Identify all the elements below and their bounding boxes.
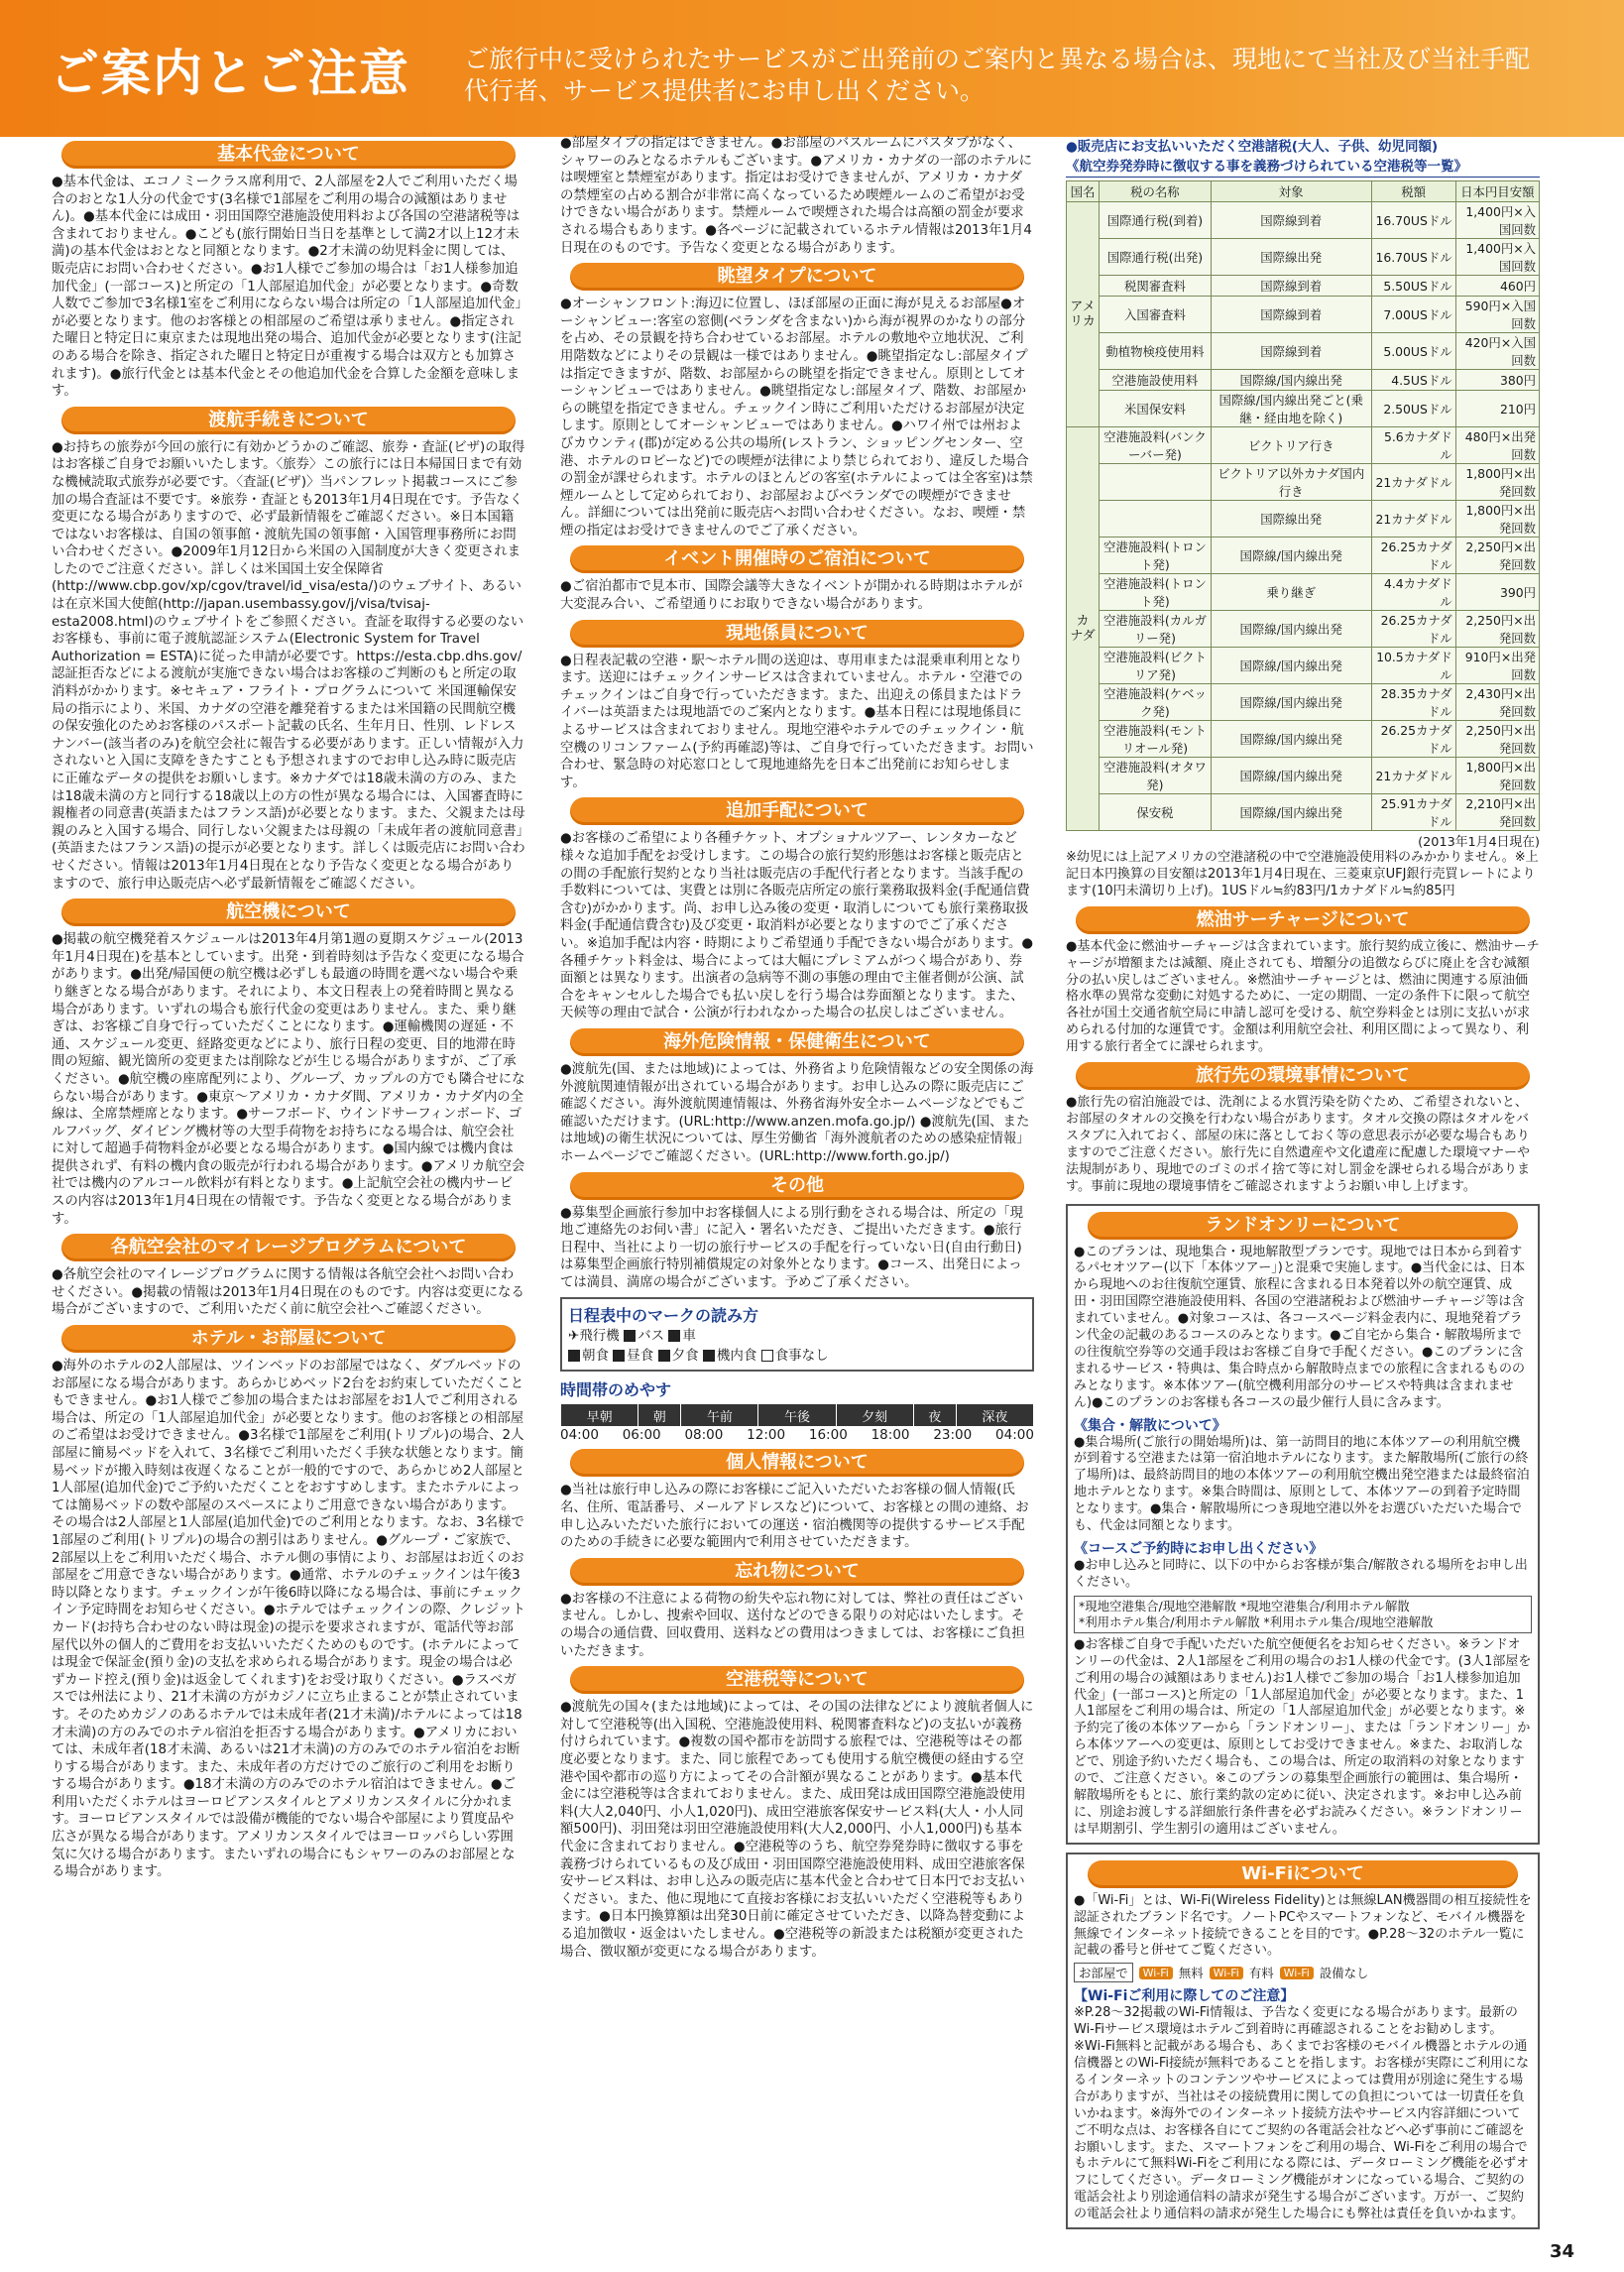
car-icon: [668, 1330, 680, 1342]
table-cell: 国際通行税(出発): [1100, 239, 1212, 276]
column-header: 日本円目安額: [1455, 181, 1539, 202]
tax-table-subtitle: 《航空券発券時に徴収する事を義務づけられている空港税等一覧》: [1066, 155, 1540, 178]
breakfast-icon: [568, 1350, 580, 1362]
section-heading-mileage: 各航空会社のマイレージプログラムについて: [61, 1234, 516, 1261]
meeting-option-line: *現地空港集合/現地空港解散 *現地空港集合/利用ホテル解散: [1079, 1598, 1410, 1614]
section-body-base-price: ●基本代金は、エコノミークラス席利用で、2人部屋を2人でご利用いただく場合のおとな1人分の代金です(3名様で1部屋をご利用の場合の減額はありません)。●基本代金には成田・羽田国際空港施設使用料および各国の空港諸税等は含まれておりません。●こども(旅行開始日当日を基準として満2才以上12才未満)の基本代金はおとなと同額となります。●2才未満の幼児料金に関しては、販売店にお問い合わせください。●お1人様でご参加の場合は「お1人様参加追加代金」(一部コース)と所定の「1人部屋追加代金」が必要となります。●奇数人数でご参加で3名様1室をご利用にならない場合は所定の「1人部屋追加代金」が必要となります。他のお客様との相部屋のご希望は承りません。●指定された曜日と特定日に東京または現地出発の場合、追加代金が必要となります(注記のある場合を除き、指定された曜日と特定日が重複する場合は双方とも加算されます)。●旅行代金とは基本代金とその他追加代金を合算した金額を意味します。: [52, 175, 522, 400]
table-row: [1067, 648, 1540, 684]
table-cell: 保安税: [1100, 794, 1212, 831]
section-body-room-type: ●部屋タイプの指定はできません。●お部屋のバスルームにバスタブがなく、シャワーのみとなるホテルもございます。●アメリカ・カナダの一部のホテルには喫煙室と禁煙室があります。指定はお受けできませんが、アメリカ・カナダの禁煙室の占める割合が非常に高くなっているため喫煙ルームのご希望がお受けできない場合があります。禁煙ルームで喫煙された場合は高額の罰金が要求される場合もあります。●各ページに記載されているホテル情報は2013年1月4日現在のものです。予告なく変更となる場合があります。: [560, 136, 1033, 256]
table-cell: 国際線到着: [1211, 202, 1371, 239]
section-heading-base-price: 基本代金について: [61, 141, 516, 169]
section-body-personal-info: ●当社は旅行申し込みの際にお客様にご記入いただいたお客様の個人情報(氏名、住所、電話番号、メールアドレスなど)について、お客様との間の連絡、お申し込みいただいた旅行においての運送・宿泊機関等の提供するサービス手配のための手続きに必要な範囲内で利用させていただきます。: [560, 1483, 1029, 1551]
wifi-paid-icon: Wi-Fi: [1210, 1967, 1243, 1979]
table-cell: 21カナダドル: [1371, 758, 1455, 794]
table-cell: 590円×入国回数: [1455, 297, 1539, 333]
table-cell: [1100, 501, 1212, 538]
section-body-environment: ●旅行先の宿泊施設では、洗剤による水質汚染を防ぐため、ご希望されないと、お部屋のタオルの交換を行わない場合があります。タオル交換の際はタオルをバスタブに入れておく、部屋の床に落としておく等の意思表示が必要な場合もありますのでご注意ください。旅行先に自然遺産や文化遺産に配慮した環境マナーや法規制があり、現地でのゴミのポイ捨て等に対し罰金を課せられる場合があります。事前に現地の環境事情をご確認されますようお願い申し上げます。: [1066, 1095, 1531, 1194]
table-row: [1067, 611, 1540, 648]
table-cell: 国際線/国内線出発: [1211, 370, 1371, 391]
table-row: [1067, 427, 1540, 464]
column-header: 対象: [1211, 181, 1371, 202]
table-cell: 国際線/国内線出発: [1211, 648, 1371, 684]
table-cell: 国際線/国内線出発: [1211, 684, 1371, 721]
table-row: [1067, 370, 1540, 391]
wifi-free-icon: Wi-Fi: [1139, 1967, 1173, 1979]
table-cell: 乗り継ぎ: [1211, 574, 1371, 611]
column-2: [560, 135, 1034, 1961]
tax-table-date: (2013年1月4日現在): [1418, 835, 1540, 850]
time-axis: [560, 1427, 1034, 1443]
table-cell: 国際線出発: [1211, 239, 1371, 276]
table-cell: 動植物検疫使用料: [1100, 333, 1212, 370]
section-heading-view-type: 眺望タイプについて: [570, 263, 1024, 291]
country-cell: アメリカ: [1067, 202, 1100, 427]
table-cell: 2,250円×出発回数: [1455, 611, 1539, 648]
section-body-view-type: ●オーシャンフロント:海辺に位置し、ほぼ部屋の正面に海が見えるお部屋●オーシャンビュー:客室の窓側(ベランダを含まない)から海が視界のかなりの部分を占め、その景観を持ち合わせているお部屋。ホテルの敷地や立地状況、ご利用階数などによりその景観は一様ではありません。●眺望指定なし:部屋タイプは指定できますが、階数、お部屋からの眺望を指定できません。原則としてオーシャンビューではありません。●眺望指定なし:部屋タイプ、階数、お部屋からの眺望を指定できません。チェックイン時にご利用いただけるお部屋が決定します。原則としてオーシャンビューではありません。●ハワイ州では州およびカウンティ(郡)が定める公共の場所(レストラン、ショッピングセンター、空港、ホテルのロビーなど)での喫煙が法律により禁じられており、違反した場合の罰金が課せられます。ホテルのほとんどの客室(ホテルによっては全客室)は禁煙ルームとして定められており、お部屋およびベランダでの喫煙ができません。詳細については出発前に販売店へお問い合わせください。なお、喫煙・禁煙の指定はお受けできませんのでご了承ください。: [560, 297, 1033, 538]
no-meal-icon: [761, 1350, 773, 1362]
table-cell: 空港施設料(トロント発): [1100, 574, 1212, 611]
table-row: [1067, 501, 1540, 538]
airplane-icon: ✈: [568, 1328, 580, 1345]
itinerary-marks-legend: [560, 1297, 1034, 1372]
table-cell: [1100, 464, 1212, 501]
section-body-hotel-rooms: ●海外のホテルの2人部屋は、ツインベッドのお部屋ではなく、ダブルベッドのお部屋になる場合があります。あらかじめベッド2台をお約束していただくこともできません。●お1人様でご参加の場合またはお部屋をお1人でご利用される場合は、所定の「1人部屋追加代金」が必要となります。他のお客様との相部屋のご希望はお受けできません。●3名様で1部屋をご利用(トリプル)の場合、2人部屋に簡易ベッドを入れて、3名様でご利用いただく手狭な状態となります。簡易ベッドが搬入時刻は夜遅くなることが一般的ですので、あらかじめ2人部屋と1人部屋(追加代金)でご予約いただくことをおすすめします。またホテルによっては簡易ベッドの数や部屋のスペースによりご用意できない場合があります。その場合は2人部屋と1人部屋(追加代金)でのご利用となります。なお、3名様で1部屋のご利用(トリプル)の場合の割引はありません。●グループ・ご家族で、2部屋以上をご利用いただく場合、ホテル側の事情により、お部屋はお近くのお部屋をご用意できない場合があります。●通常、ホテルのチェックインは午後3時以降となります。チェックインが午後6時以降になる場合は、事前にチェックイン予定時間をお知らせください。●ホテルではチェックインの際、クレジットカード(お持ち合わせのない時は現金)の提示を要求されますが、電話代等お部屋代以外の個人的ご費用をお支払いいただくためのものです。(ホテルによっては現金で保証金(預り金)の支払を求められる場合があります。現金の場合は必ずカード控え(預り金)は返金してくれます)をお受け取りください。●ラスベガスでは州法により、21才未満の方がカジノに立ち止まることが禁止されています。そのためカジノのあるホテルでは未成年者(21才未満)/ホテルによっては18才未満)の方のみでのホテル宿泊を拒否する場合があります。●アメリカにおいては、未成年者(18才未満、あるいは21才未満)の方のみでのホテル宿泊をお断りする場合があります。また、未成年者の方だけでのご旅行のご利用をお断りする場合があります。●18才未満の方のみでのホテル宿泊はできません。●ご利用いただくホテルはヨーロピアンスタイルとアメリカンスタイルに分かれます。ヨーロピアンスタイルでは設備が機能的でない場合や部屋により質度品や広さが異なる場合があります。アメリカンスタイルではヨーロッパらしい雰囲気に欠ける場合があります。またいずれの場合にもシャワーのみのお部屋となる場合があります。: [52, 1359, 525, 1880]
time-tick: 23:00: [933, 1427, 973, 1444]
subheading-wifi-notes: 【Wi-Fiご利用に際してのご注意】: [1074, 1988, 1295, 2005]
table-cell: 10.5カナダドル: [1371, 648, 1455, 684]
subsection-body-booking-notes: ●お申し込みと同時に、以下の中からお客様が集合/解散される場所をお申し出ください。: [1074, 1558, 1528, 1590]
section-body-wifi: ●「Wi-Fi」とは、Wi-Fi(Wireless Fidelity)とは無線LAN機器間の相互接続性を認証されたブランド名です。ノートPCやスマートフォンなど、モバイル機器を無線でインターネット接続できることを目的です。●P.28〜32のホテル一覧に記載の番号と併せてご覧ください。: [1074, 1892, 1532, 1959]
time-band: 午後: [758, 1404, 836, 1427]
table-row: [1067, 202, 1540, 239]
table-row: [1067, 538, 1540, 574]
time-tick: 08:00: [684, 1427, 724, 1444]
time-band: 夜: [913, 1404, 956, 1427]
table-cell: 26.25カナダドル: [1371, 611, 1455, 648]
wifi-none-icon: Wi-Fi: [1280, 1967, 1314, 1979]
wifi-box: [1066, 1853, 1540, 2229]
column-header: 税の名称: [1100, 181, 1212, 202]
marks-legend-transport: ✈飛行機 バス 車: [568, 1328, 696, 1345]
table-cell: 空港施設料(ビクトリア発): [1100, 648, 1212, 684]
time-tick: 18:00: [870, 1427, 910, 1444]
table-cell: 26.25カナダドル: [1371, 538, 1455, 574]
lunch-icon: [613, 1350, 625, 1362]
section-body-airport-taxes: ●渡航先の国々(または地域)によっては、その国の法律などにより渡航者個人に対して空港税等(出入国税、空港施設使用料、税関審査料など)の支払いが義務付けられています。●複数の国や都市を訪問する旅程では、空港税等はその都度必要となります。また、同じ旅程であっても使用する航空機便の経由する空港や国や都市の巡り方によってその合計額が異なることがあります。●基本代金には空港税等は含まれておりません。また、成田発は成田国際空港施設使用料(大人2,040円、小人1,020円)、成田空港旅客保安サービス料(大人・小人同額500円)、羽田発は羽田空港施設使用料(大人2,000円、小人1,000円)も基本代金に含まれておりません。●空港税等のうち、航空券発券時に徴収する事を義務づけられているもの及び成田・羽田国際空港施設使用料、成田空港旅客保安サービス料は、お申し込みの販売店に基本代金と合わせて日本円でお支払いください。また、他に現地にて直接お客様にお支払いいただく空港税等もあります。●日本円換算額は出発30日前に確定させていただき、以降為替変動による追加徴収・返金はいたしません。●空港税等の新設または税額が変更された場合、徴収額が変更になる場合があります。: [560, 1700, 1034, 1960]
wifi-legend-label: お部屋で: [1074, 1963, 1133, 1982]
time-band: 夕刻: [836, 1404, 913, 1427]
table-cell: 空港施設料(オタワ発): [1100, 758, 1212, 794]
table-cell: 2,250円×出発回数: [1455, 538, 1539, 574]
table-cell: 1,400円×入国回数: [1455, 202, 1539, 239]
table-cell: 国際線/国内線出発: [1211, 538, 1371, 574]
table-row: [1067, 333, 1540, 370]
table-cell: 4.5USドル: [1371, 370, 1455, 391]
table-cell: 2,210円×出発回数: [1455, 794, 1539, 831]
table-row: [1067, 276, 1540, 297]
section-heading-lost-items: 忘れ物について: [570, 1558, 1024, 1586]
meeting-options-box: [1074, 1596, 1532, 1633]
table-cell: 国際線到着: [1211, 276, 1371, 297]
subsection-body-booking-tail: ●お客様ご自身で手配いただいた航空便便名をお知らせください。※ランドオンリーの代金は、2人1部屋をご利用の場合のお1人様の代金です。(3人1部屋をご利用の場合の減額はありません)お1人様でご参加の場合「お1人様参加追加代金」(一部コース)と所定の「1人部屋追加代金」が必要となります。また、1人1部屋をご利用の場合は、所定の「1人部屋追加代金」が必要となります。※予約完了後の本体ツアーから「ランドオンリー」、または「ランドオンリー」から本体ツアーへの変更は、原則としてお受けできません。※また、お取消しなどで、別途予約いただく場合も、この場合は、所定の取消料の対象となりますので、ご注意ください。※このプランの募集型企画旅行の範囲は、集合場所・解散場所をもとに、旅行業約款の定めに従い、決定されます。※お申し込み前に、別途お渡しする詳細旅行条件書を必ずお読みください。※ランドオンリーは早期割引、学生割引の適用はございません。: [1074, 1636, 1532, 1837]
marks-legend-meals: 朝食 昼食 夕食 機内食 食事なし: [568, 1346, 1026, 1366]
subheading-meeting-dismissal: 《集合・解散について》: [1074, 1417, 1226, 1434]
table-cell: 5.50USドル: [1371, 276, 1455, 297]
section-heading-personal-info: 個人情報について: [570, 1449, 1024, 1477]
inflight-meal-icon: [703, 1350, 715, 1362]
column-header: 税額: [1371, 181, 1455, 202]
time-band: 朝: [638, 1404, 681, 1427]
section-body-travel-procedures: ●お持ちの旅券が今回の旅行に有効かどうかのご確認、旅券・査証(ビザ)の取得はお客様ご自身でお願いいたします。〈旅券〉この旅行には日本帰国日まで有効な機械読取式旅券が必要です。〈査証(ビザ)〉当パンフレット掲載コースにご参加の場合査証は不要です。※旅券・査証とも2013年1月4日現在です。予告なく変更になる場合がありますので、必ず最新情報をご確認ください。※日本国籍ではないお客様は、自国の領事館・渡航先国の領事館・入国管理事務所にお問い合わせください。●2009年1月12日から米国の入国制度が大きく変更されましたのでご注意ください。詳しくは米国国土安全保障省(http://www.cbp.gov/xp/cgov/travel/id_visa/esta/)のウェブサイト、あるいは在京米国大使館(http://japan.usembassy.gov/j/visa/tvisaj-esta2008.html)のウェブサイトをご参照ください。査証を取得する必要のないお客様も、事前に電子渡航認証システム(Electronic System for Travel Authorization = ESTA)に従った申請が必要です。https://esta.cbp.dhs.gov/ 認証拒否などによる渡航が実施できない場合はお客様のご判断のもと所定の取消料がかかります。※セキュア・フライト・プログラムについて 米国運輸保安局の指示により、米国、カナダの空港を離発着するまたは米国籍の民間航空機の保安強化のためお客様のパスポート記載の氏名、生年月日、性別、レドレスナンバー(該当者のみ)を航空会社に報告する必要があります。正しい情報が入力されないと入国に支障をきたすことも予想されますのでお申し込み時に販売店に正確なデータの提供をお願いします。※カナダでは18歳未満の方のみ、または18歳未満の方と同行する18歳以上の方の性が異なる場合には、入国審査時に親権者の同意書(英語またはフランス語)が必要となります。また、父親または母親のみと入国する場合、同行しない父親または母親の「未成年者の渡航同意書」(英語またはフランス語)の提示が必要となります。詳しくは販売店にお問い合わせください。情報は2013年1月4日現在となり予告なく変更となる場合がありますので、旅行申込販売店へ必ず最新情報をご確認ください。: [52, 439, 525, 892]
section-body-events: ●ご宿泊都市で見本市、国際会議等大きなイベントが開かれる時期はホテルが大変混み合い、ご希望通りにお取りできない場合があります。: [560, 579, 1023, 613]
subsection-body-meeting-dismissal: ●集合場所(ご旅行の開始場所)は、第一訪問目的地に本体ツアーの利用航空機が到着する空港または第一宿泊地ホテルになります。また解散場所(ご旅行の終了場所)は、最終訪問目的地の本体ツアーの利用航空機出発空港または最終宿泊地ホテルとなります。※集合時間は、原則として、本体ツアーの到着予定時間となります。●集合・解散場所につき現地空港以外をお選びいただいた場合でも、代金は同額となります。: [1074, 1434, 1530, 1534]
table-cell: 21カナダドル: [1371, 501, 1455, 538]
table-cell: 2.50USドル: [1371, 391, 1455, 427]
column-header: 国名: [1067, 181, 1100, 202]
table-cell: 国際線/国内線出発ごと(乗継・経由地を除く): [1211, 391, 1371, 427]
section-body-lost-items: ●お客様の不注意による荷物の紛失や忘れ物に対しては、弊社の責任はございません。しかし、捜索や回収、送付などのできる限りの対応はいたします。その場合の通信費、回収費用、送料などの費用はつきましては、お客様にご負担いただきます。: [560, 1591, 1025, 1659]
table-row: [1067, 758, 1540, 794]
section-heading-other: その他: [570, 1172, 1024, 1200]
time-tick: 04:00: [560, 1427, 599, 1444]
tax-table-notes: ※幼児には上記アメリカの空港諸税の中で空港施設使用料のみかかりません。※上記日本円換算の目安額は2013年1月4日現在、三菱東京UFJ銀行売買レートによります(10円未満切り上げ)。1USドル≒約83円/1カナダドル≒約85円: [1066, 850, 1539, 898]
table-cell: 2,430円×出発回数: [1455, 684, 1539, 721]
section-body-additional-arrangements: ●お客様のご希望により各種チケット、オプショナルツアー、レンタカーなど様々な追加手配をお受けします。この場合の旅行契約形態はお客様と販売店との間の手配旅行契約となり当社は販売店の手配代行者となります。当該手配の手数料については、実費とは別に各販売店所定の旅行業務取扱料金(手配通信費含む)がかかります。尚、お申し込み後の変更・取消しについても旅行業務取扱料金(手配通信費含む)及び変更・取消料が必要となりますのでご了承ください。※追加手配は内容・時期によりご希望通り手配できない場合があります。●各種チケット料金は、場合によっては大幅にプレミアムがつく場合があり、券面額とは異なります。出演者の急病等不測の事態の理由で主催者側が公演、試合をキャンセルした場合でも払い戻しを行う場合は券面額となります。また、天候等の理由で試合・公演が行われなかった場合の払戻しはございません。: [560, 831, 1034, 1021]
section-heading-travel-procedures: 渡航手続きについて: [61, 407, 516, 434]
time-band: 早朝: [561, 1404, 638, 1427]
section-heading-airport-taxes: 空港税等について: [570, 1666, 1024, 1694]
table-cell: 国際線/国内線出発: [1211, 794, 1371, 831]
section-body-other: ●募集型企画旅行参加中お客様個人による別行動をされる場合は、所定の「現地ご連絡先のお伺い書」に記入・署名いただき、ご提出いただきます。●旅行日程中、当社により一切の旅行サービスの手配を行っていない日(自由行動日)は募集型企画旅行特別補償規定の対象外となります。●コース、出発日によっては満員、満席の場合がございます。予めご了承ください。: [560, 1205, 1023, 1290]
table-cell: 空港施設料(ケベック発): [1100, 684, 1212, 721]
table-cell: 16.70USドル: [1371, 202, 1455, 239]
table-row: [1067, 464, 1540, 501]
table-header-row: [1067, 181, 1540, 202]
section-heading-overseas-safety: 海外危険情報・保健衛生について: [570, 1028, 1024, 1056]
table-cell: 国際線/国内線出発: [1211, 611, 1371, 648]
subsection-body-wifi-notes: ※P.28〜32掲載のWi-Fi情報は、予告なく変更になる場合があります。最新のWi-Fiサービス環境はホテルご到着時に再確認されることをお勧めします。※Wi-Fi無料と記載がある場合も、あくまでお客様のモバイル機器とホテルの通信機器とのWi-Fi接続が無料であることを指します。お客様が実際にご利用になるインターネットのコンテンツやサービスによっては費用が別途に発生する場合がありますが、当社はその接続費用に関しての負担については一切責任を負いかねます。※海外でのインターネット接続方法やサービス内容詳細についてご不明な点は、お客様各自にてご契約の各電話会社などへ必ず事前にご確認をお願いします。また、スマートフォンをご利用の場合、Wi-Fiをご利用の場合でもホテルにて無料Wi-Fiをご利用になる際には、データローミング機能を必ずオフにしてください。データローミング機能がオンになっている場合、ご契約の電話会社より別途通信料の請求が発生する場合がございます。万が一、ご契約の電話会社より通信料の請求が発生した場合にも弊社は責任を負いかねます。: [1074, 2005, 1529, 2222]
time-zones-table: [560, 1403, 1034, 1427]
section-body-local-staff: ●日程表記載の空港・駅〜ホテル間の送迎は、専用車または混乗車利用となります。送迎にはチェックインサービスは含まれていません。ホテル・空港でのチェックインはご自身で行っていただきます。また、出迎えの係員またはドライバーは英語または現地語でのご案内となります。●基本日程には現地係員によるサービスは含まれておりません。現地空港やホテルでのチェックイン・航空機のリコンファーム(予約再確認)等は、ご自身で行っていただきます。お問い合わせ、緊急時の対応窓口として現地連絡先を日本ご出発前にお知らせします。: [560, 653, 1034, 790]
country-cell: カナダ: [1067, 427, 1100, 831]
section-body-aircraft: ●掲載の航空機発着スケジュールは2013年4月第1週の夏期スケジュール(2013年1月4日現在)を基本としています。出発・到着時刻は予告なく変更になる場合があります。●出発/帰国便の航空機は必ずしも最適の時間を選べない場合や乗り継ぎとなる場合があります。それにより、本文日程表上の発着時間と異なる場合があります。いずれの場合も旅行代金の変更はありません。また、乗り継ぎは、お客様ご自身で行っていただくことになります。●運輸機関の遅延・不通、スケジュール変更、経路変更などにより、旅行日程の変更、目的地滞在時間の短縮、観光箇所の変更または削除などが生じる場合がありますが、ご了承ください。●航空機の座席配列により、グループ、カップルの方でも隣合せにならない場合があります。●東京〜アメリカ・カナダ間、アメリカ・カナダ内の全線は、全席禁煙席となります。●サーフボード、ウインドサーフィンボード、ゴルフバッグ、ダイビング機材等の大型手荷物をお持ちになる場合は、航空会社に対して超過手荷物料金が必要となる場合があります。●国内線では機内食は提供されず、有料の機内食の販売が行われる場合があります。●アメリカ航空会社では機内のアルコール飲料が有料となります。●上記航空会社の機内サービスの内容は2013年1月4日現在の情報です。予告なく変更となる場合があります。: [52, 932, 525, 1227]
table-cell: 460円: [1455, 276, 1539, 297]
table-cell: 390円: [1455, 574, 1539, 611]
table-cell: 4.4カナダドル: [1371, 574, 1455, 611]
tax-table-title: ●販売店にお支払いいただく空港諸税(大人、子供、幼児同額): [1066, 139, 1439, 155]
table-cell: 1,800円×出発回数: [1455, 758, 1539, 794]
table-row: [1067, 684, 1540, 721]
table-cell: 空港施設料(モントリオール発): [1100, 721, 1212, 758]
table-cell: 26.25カナダドル: [1371, 721, 1455, 758]
table-cell: 1,400円×入国回数: [1455, 239, 1539, 276]
section-heading-aircraft: 航空機について: [61, 898, 516, 926]
table-cell: 28.35カナダドル: [1371, 684, 1455, 721]
table-cell: 5.00USドル: [1371, 333, 1455, 370]
dinner-icon: [658, 1350, 670, 1362]
page-title: ご案内とご注意: [50, 45, 410, 102]
table-row: [1067, 721, 1540, 758]
section-heading-fuel-surcharge: 燃油サーチャージについて: [1076, 906, 1530, 934]
table-cell: 空港施設料(バンクーバー発): [1100, 427, 1212, 464]
meeting-option-line: *利用ホテル集合/利用ホテル解散 *利用ホテル集合/現地空港解散: [1079, 1614, 1434, 1629]
table-cell: 米国保安料: [1100, 391, 1212, 427]
time-tick: 06:00: [622, 1427, 661, 1444]
page-description: ご旅行中に受けられたサービスがご出発前のご案内と異なる場合は、現地にて当社及び当社手配代行者、サービス提供者にお申し出ください。: [464, 45, 1531, 105]
marks-legend-title: 日程表中のマークの読み方: [568, 1306, 759, 1326]
wifi-legend: お部屋で Wi-Fi 無料 Wi-Fi 有料 Wi-Fi 設備なし: [1074, 1963, 1532, 1982]
airport-tax-table: [1066, 180, 1540, 831]
table-cell: 16.70USドル: [1371, 239, 1455, 276]
section-heading-hotel-rooms: ホテル・お部屋について: [61, 1325, 516, 1353]
table-cell: 2,250円×出発回数: [1455, 721, 1539, 758]
table-cell: 税関審査料: [1100, 276, 1212, 297]
section-body-land-only: ●このプランは、現地集合・現地解散型プランです。現地では日本から到着するパセオツアー(以下「本体ツアー」)と混乗で実施します。●当代金には、日本から現地へのお往復航空運賃、旅程に含まれる日本発着以外の航空運賃、成田・羽田国際空港施設使用料、各国の空港諸税および燃油サーチャージ等は含まれていません。●対象コースは、各コースページ料金表内に、現地発着プラン代金の記載のあるコースのみとなります。●ご自宅から集合・解散場所までの往復航空券等の交通手段はお客様ご自身で手配ください。●このプランに含まれるサービス・特典は、集合時点から解散時点までの旅程に含まれるもののみとなります。※本体ツアー(航空機利用部分のサービスや特典は含まれません)●このプランのお客様も各コースの最少催行人員に含みます。: [1074, 1244, 1526, 1410]
table-cell: 25.91カナダドル: [1371, 794, 1455, 831]
table-cell: 空港施設料(カルガリー発): [1100, 611, 1212, 648]
page-header: [0, 0, 1624, 137]
column-1: [52, 135, 525, 1881]
table-cell: 国際線/国内線出発: [1211, 721, 1371, 758]
bus-icon: [624, 1330, 636, 1342]
table-cell: 910円×出発回数: [1455, 648, 1539, 684]
column-3: [1066, 135, 1540, 2229]
page-number: 34: [1550, 2241, 1575, 2262]
table-cell: 入国審査料: [1100, 297, 1212, 333]
section-heading-land-only: ランドオンリーについて: [1088, 1212, 1518, 1240]
time-tick: 12:00: [747, 1427, 786, 1444]
table-row: [1067, 297, 1540, 333]
section-body-overseas-safety: ●渡航先(国、または地域)によっては、外務省より危険情報などの安全関係の海外渡航関連情報が出されている場合があります。お申し込みの際に販売店にご確認ください。海外渡航関連情報は、外務省海外安全ホームページなどでもご確認いただけます。(URL:http://www.anzen.mofa.go.jp/) ●渡航先(国、または地域)の衛生状況については、厚生労働省「海外渡航者のための感染症情報」ホームページでご確認ください。(URL:http://www.forth.go.jp/): [560, 1061, 1034, 1164]
table-cell: 380円: [1455, 370, 1539, 391]
section-heading-environment: 旅行先の環境事情について: [1076, 1062, 1530, 1090]
table-cell: 1,800円×出発回数: [1455, 501, 1539, 538]
table-cell: 国際線到着: [1211, 333, 1371, 370]
table-cell: 5.6カナダドル: [1371, 427, 1455, 464]
section-heading-additional-arrangements: 追加手配について: [570, 797, 1024, 825]
table-cell: ビクトリア行き: [1211, 427, 1371, 464]
section-heading-wifi: Wi-Fiについて: [1088, 1860, 1518, 1888]
table-cell: 国際線/国内線出発: [1211, 758, 1371, 794]
table-cell: 1,800円×出発回数: [1455, 464, 1539, 501]
time-zones-title: 時間帯のめやす: [560, 1380, 672, 1400]
section-body-fuel-surcharge: ●基本代金に燃油サーチャージは含まれています。旅行契約成立後に、燃油サーチャージが増額または減額、廃止されても、増額分の追徴ならびに廃止を含む減額分の払い戻しはございません。※燃油サーチャージとは、燃油に関連する原油価格水準の異常な変動に対処するために、一定の期間、一定の条件下に限って航空各社が国土交通省航空局に申請し認可を受ける、航空券料金とは別に支払いが求められる付加的な運賃です。金額は利用航空会社、利用区間によって異なり、利用する旅行者全てに課せられます。: [1066, 938, 1540, 1055]
time-tick: 16:00: [808, 1427, 848, 1444]
table-cell: 国際線出発: [1211, 501, 1371, 538]
table-cell: 空港施設料(トロント発): [1100, 538, 1212, 574]
table-cell: 7.00USドル: [1371, 297, 1455, 333]
table-cell: 21カナダドル: [1371, 464, 1455, 501]
table-row: [1067, 794, 1540, 831]
section-body-mileage: ●各航空会社のマイレージプログラムに関する情報は各航空会社へお問い合わせください。●掲載の情報は2013年1月4日現在のものです。内容は変更になる場合がございますので、ご利用いただく前に航空会社へご確認ください。: [52, 1267, 524, 1318]
table-cell: 国際線到着: [1211, 297, 1371, 333]
table-row: [1067, 391, 1540, 427]
time-band: 午前: [681, 1404, 758, 1427]
table-cell: ビクトリア以外カナダ国内行き: [1211, 464, 1371, 501]
subheading-booking-notes: 《コースご予約時にお申し出ください》: [1074, 1541, 1324, 1557]
table-cell: 210円: [1455, 391, 1539, 427]
table-cell: 国際通行税(到着): [1100, 202, 1212, 239]
time-band: 深夜: [956, 1404, 1033, 1427]
table-cell: 480円×出発回数: [1455, 427, 1539, 464]
land-only-box: [1066, 1204, 1540, 1845]
section-heading-local-staff: 現地係員について: [570, 620, 1024, 648]
table-cell: 空港施設使用料: [1100, 370, 1212, 391]
time-tick: 04:00: [995, 1427, 1034, 1444]
table-row: [1067, 574, 1540, 611]
table-cell: 420円×入国回数: [1455, 333, 1539, 370]
table-row: [1067, 239, 1540, 276]
section-heading-events: イベント開催時のご宿泊について: [570, 545, 1024, 573]
